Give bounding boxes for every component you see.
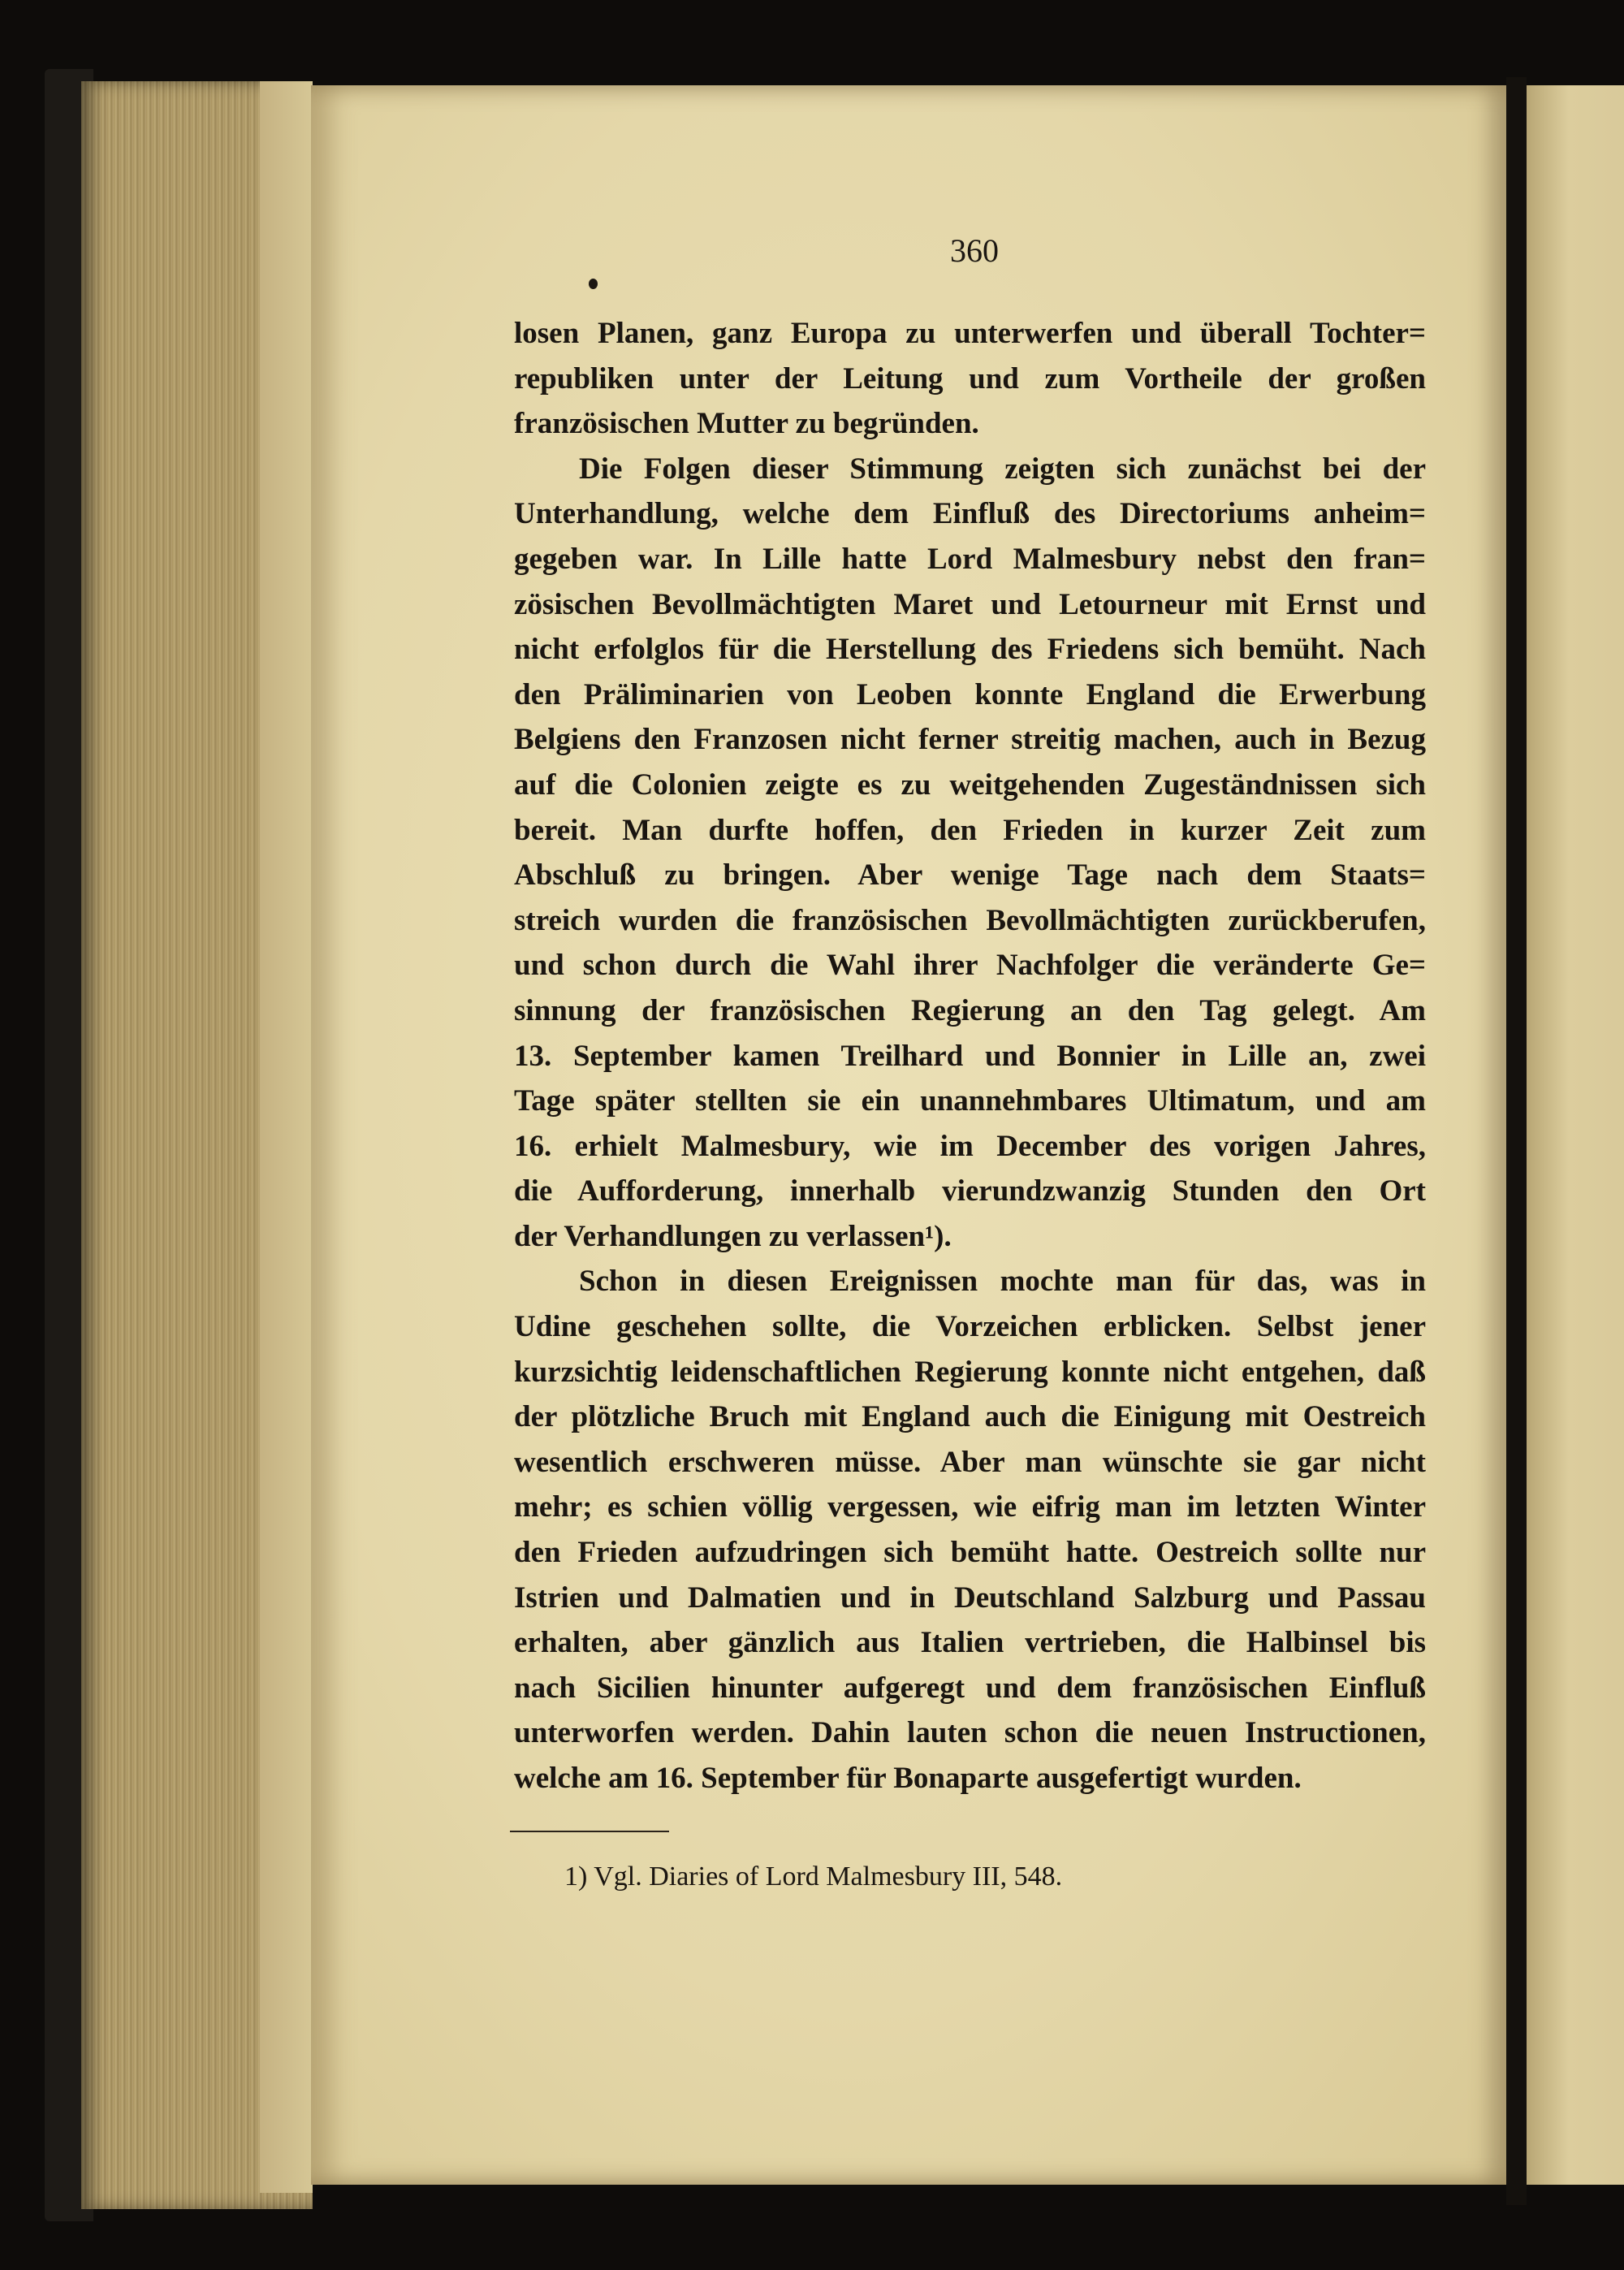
body-text	[514, 311, 1426, 1801]
text-line: Unterhandlung, welche dem Einfluß des Directoriums anheim=	[514, 497, 1426, 531]
text-line: unterworfen werden. Dahin lauten schon die neuen Instructionen,	[514, 1716, 1426, 1750]
text-line: Abschluß zu bringen. Aber wenige Tage nach dem Staats=	[514, 858, 1426, 893]
text-line: der Verhandlungen zu verlassen¹).	[514, 1219, 952, 1253]
text-line: 13. September kamen Treilhard und Bonnier in Lille an, zwei	[514, 1039, 1426, 1073]
page-stack-curl	[260, 81, 313, 2193]
book-gutter	[1506, 77, 1527, 2205]
footnote: 1) Vgl. Diaries of Lord Malmesbury III, 548.	[564, 1861, 1063, 1892]
text-line: den Frieden aufzudringen sich bemüht hatte. Oestreich sollte nur	[514, 1536, 1426, 1570]
text-line: mehr; es schien völlig vergessen, wie eifrig man im letzten Winter	[514, 1490, 1426, 1524]
text-line: streich wurden die französischen Bevollmächtigten zurückberufen,	[514, 903, 1426, 937]
text-line: Tage später stellten sie ein unannehmbares Ultimatum, und am	[514, 1084, 1426, 1118]
text-line: sinnung der französischen Regierung an den Tag gelegt. Am	[514, 993, 1426, 1027]
text-line: kurzsichtig leidenschaftlichen Regierung konnte nicht entgehen, daß	[514, 1355, 1426, 1389]
text-line: wesentlich erschweren müsse. Aber man wünschte sie gar nicht	[514, 1445, 1426, 1479]
text-line: gegeben war. In Lille hatte Lord Malmesbury nebst den fran=	[514, 542, 1426, 576]
text-line: auf die Colonien zeigte es zu weitgehenden Zugeständnissen sich	[514, 767, 1426, 802]
text-line: bereit. Man durfte hoffen, den Frieden in kurzer Zeit zum	[514, 813, 1426, 847]
text-line: Die Folgen dieser Stimmung zeigten sich zunächst bei der	[579, 452, 1426, 486]
ink-spot	[589, 279, 598, 289]
text-line: Istrien und Dalmatien und in Deutschland Salzburg und Passau	[514, 1580, 1426, 1615]
text-line: Schon in diesen Ereignissen mochte man für das, was in	[579, 1265, 1426, 1299]
text-line: nicht erfolglos für die Herstellung des Friedens sich bemüht. Nach	[514, 633, 1426, 667]
text-line: losen Planen, ganz Europa zu unterwerfen und überall Tochter=	[514, 317, 1426, 350]
text-line: die Aufforderung, innerhalb vierundzwanzig Stunden den Ort	[514, 1174, 1426, 1209]
text-line: den Präliminarien von Leoben konnte England die Erwerbung	[514, 677, 1426, 711]
page-number: 360	[950, 232, 999, 269]
text-line: nach Sicilien hinunter aufgeregt und dem französischen Einfluß	[514, 1671, 1426, 1705]
text-line: zösischen Bevollmächtigten Maret und Letourneur mit Ernst und	[514, 587, 1426, 621]
text-line: welche am 16. September für Bonaparte ausgefertigt wurden.	[514, 1762, 1302, 1795]
text-line: 16. erhielt Malmesbury, wie im December des vorigen Jahres,	[514, 1129, 1426, 1163]
text-line: der plötzliche Bruch mit England auch die Einigung mit Oestreich	[514, 1400, 1426, 1434]
text-line: erhalten, aber gänzlich aus Italien vertrieben, die Halbinsel bis	[514, 1626, 1426, 1660]
text-line: republiken unter der Leitung und zum Vortheile der großen	[514, 361, 1426, 396]
text-line: Udine geschehen sollte, die Vorzeichen erblicken. Selbst jener	[514, 1310, 1426, 1344]
facing-page-edge	[1527, 85, 1624, 2185]
text-line: und schon durch die Wahl ihrer Nachfolger die veränderte Ge=	[514, 949, 1426, 983]
footnote-rule	[510, 1831, 669, 1832]
text-line: französischen Mutter zu begründen.	[514, 407, 979, 441]
text-line: Belgiens den Franzosen nicht ferner streitig machen, auch in Bezug	[514, 723, 1426, 757]
